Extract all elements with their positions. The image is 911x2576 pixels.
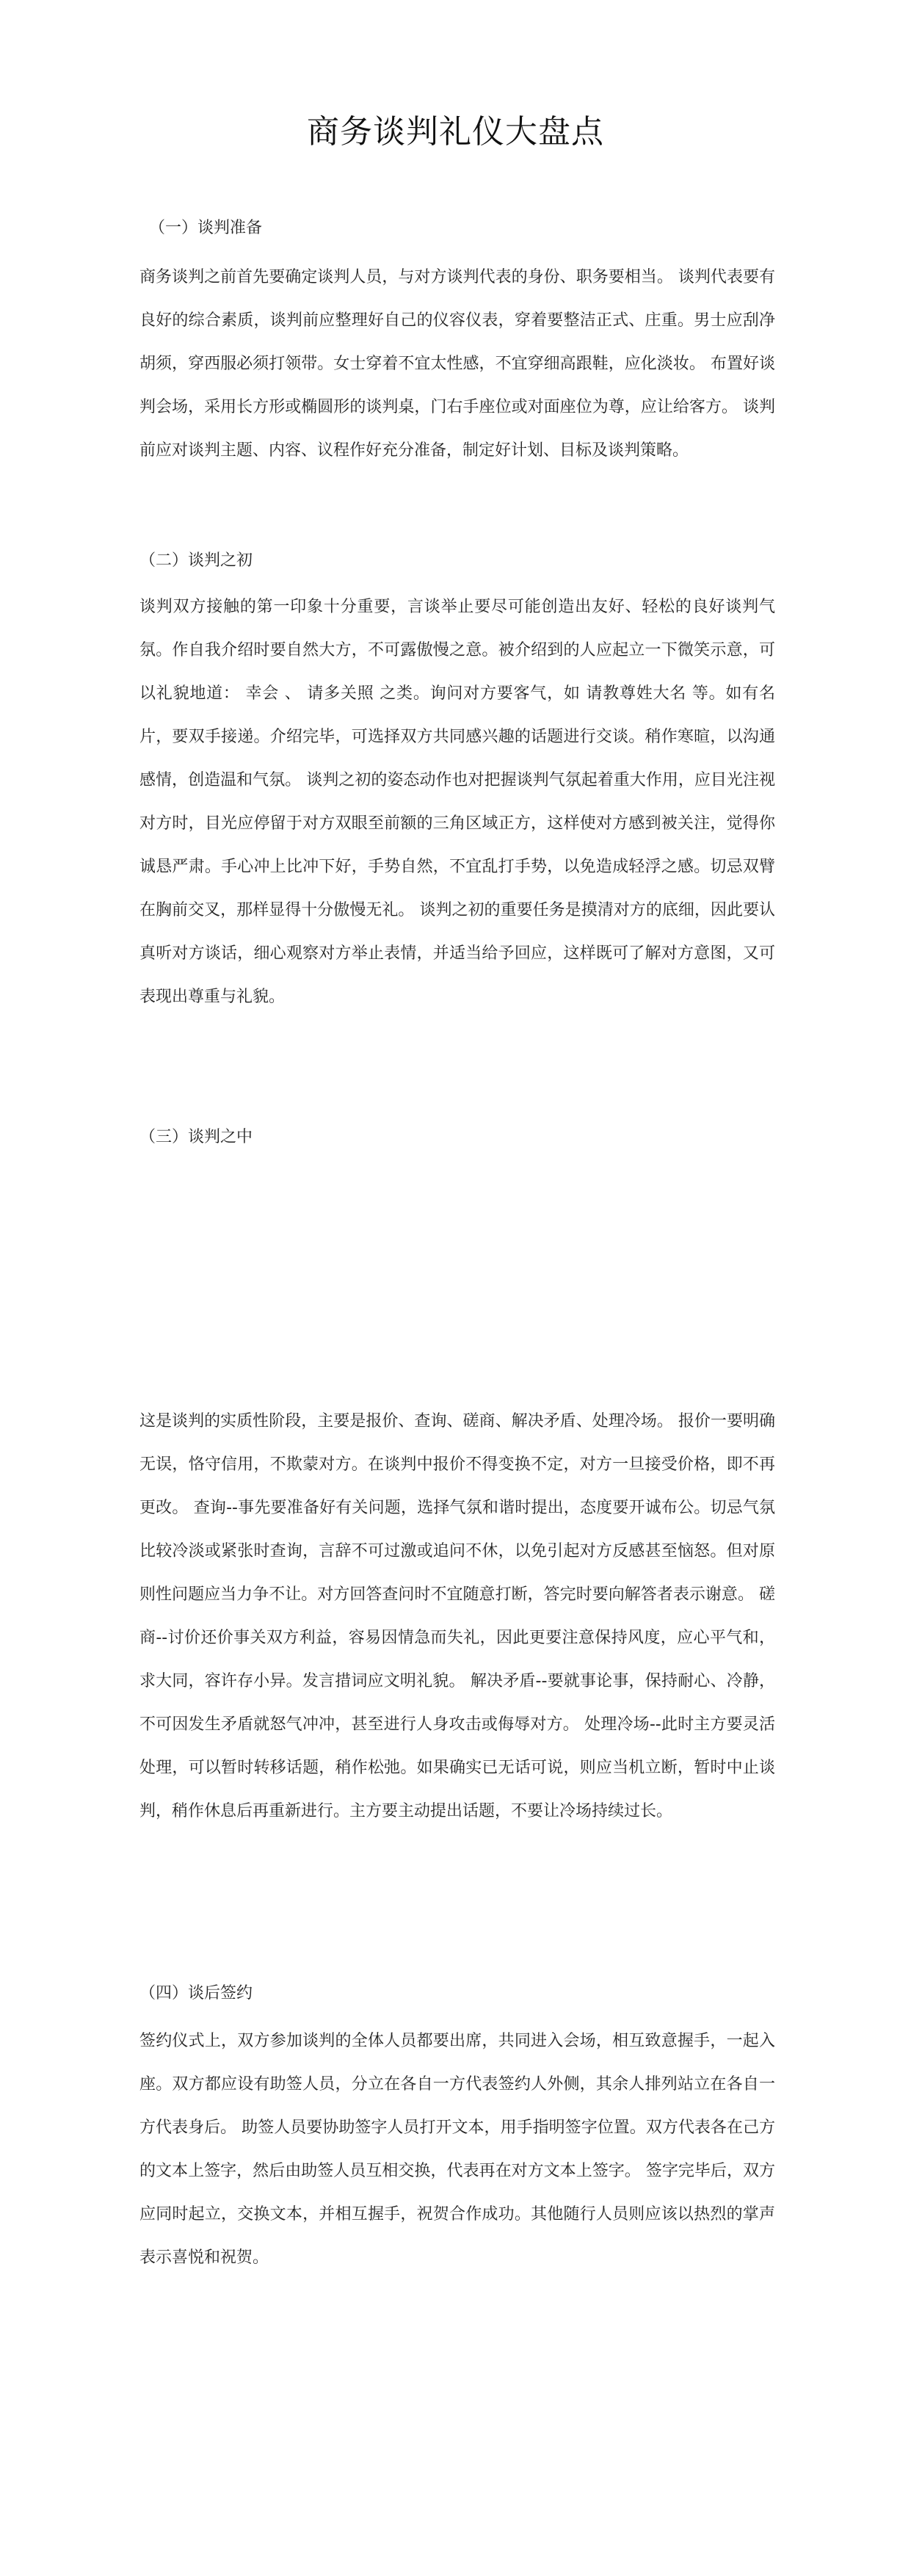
section-heading-middle: （三）谈判之中 [139, 1128, 253, 1146]
section-body-preparation: 商务谈判之前首先要确定谈判人员，与对方谈判代表的身份、职务要相当。 谈判代表要有良好的综合素质，谈判前应整理好自己的仪容仪表，穿着要整洁正式、庄重。男士应刮净胡须，穿西服必须打领带。女士穿着不宜太性感，不宜穿细高跟鞋，应化淡妆。 布置好谈判会场，采用长方形或椭圆形的谈判桌，门右手座位或对面座位为尊，应让给客方。 谈判前应对谈判主题、内容、议程作好充分准备，制定好计划、目标及谈判策略。 [139, 268, 775, 460]
document-title: 商务谈判礼仪大盘点 [307, 113, 604, 151]
section-heading-opening: （二）谈判之初 [139, 551, 253, 570]
section-body-middle: 这是谈判的实质性阶段，主要是报价、查询、磋商、解决矛盾、处理冷场。 报价一要明确无误，恪守信用，不欺蒙对方。在谈判中报价不得变换不定，对方一旦接受价格，即不再更改。 查询--事先要准备好有关问题，选择气氛和谐时提出，态度要开诚布公。切忌气氛比较冷淡或紧张时查询，言辞不可过激或追问不休，以免引起对方反感甚至恼怒。但对原则性问题应当力争不让。对方回答查问时不宜随意打断，答完时要向解答者表示谢意。 磋商--讨价还价事关双方利益，容易因情急而失礼，因此更要注意保持风度，应心平气和，求大同，容许存小异。发言措词应文明礼貌。 解决矛盾--要就事论事，保持耐心、冷静，不可因发生矛盾就怒气冲冲，甚至进行人身攻击或侮辱对方。 处理冷场--此时主方要灵活处理，可以暂时转移话题，稍作松弛。如果确实已无话可说，则应当机立断，暂时中止谈判，稍作休息后再重新进行。主方要主动提出话题，不要让冷场持续过长。 [139, 1412, 775, 1820]
section-body-opening: 谈判双方接触的第一印象十分重要，言谈举止要尽可能创造出友好、轻松的良好谈判气氛。作自我介绍时要自然大方，不可露傲慢之意。被介绍到的人应起立一下微笑示意，可以礼貌地道： 幸会 、 请多关照 之类。询问对方要客气，如 请教尊姓大名 等。如有名片，要双手接递。介绍完毕，可选择双方共同感兴趣的话题进行交谈。稍作寒暄，以沟通感情，创造温和气氛。 谈判之初的姿态动作也对把握谈判气氛起着重大作用，应目光注视对方时，目光应停留于对方双眼至前额的三角区域正方，这样使对方感到被关注，觉得你诚恳严肃。手心冲上比冲下好，手势自然，不宜乱打手势，以免造成轻浮之感。切忌双臂在胸前交叉，那样显得十分傲慢无礼。 谈判之初的重要任务是摸清对方的底细，因此要认真听对方谈话，细心观察对方举止表情，并适当给予回应，这样既可了解对方意图，又可表现出尊重与礼貌。 [139, 598, 775, 1006]
section-body-signing: 签约仪式上，双方参加谈判的全体人员都要出席，共同进入会场，相互致意握手，一起入座。双方都应设有助签人员，分立在各自一方代表签约人外侧，其余人排列站立在各自一方代表身后。 助签人员要协助签字人员打开文本，用手指明签字位置。双方代表各在己方的文本上签字，然后由助签人员互相交换，代表再在对方文本上签字。 签字完毕后，双方应同时起立，交换文本，并相互握手，祝贺合作成功。其他随行人员则应该以热烈的掌声表示喜悦和祝贺。 [139, 2032, 775, 2267]
section-heading-signing: （四）谈后签约 [139, 1984, 253, 2002]
section-heading-preparation: （一）谈判准备 [149, 219, 263, 237]
